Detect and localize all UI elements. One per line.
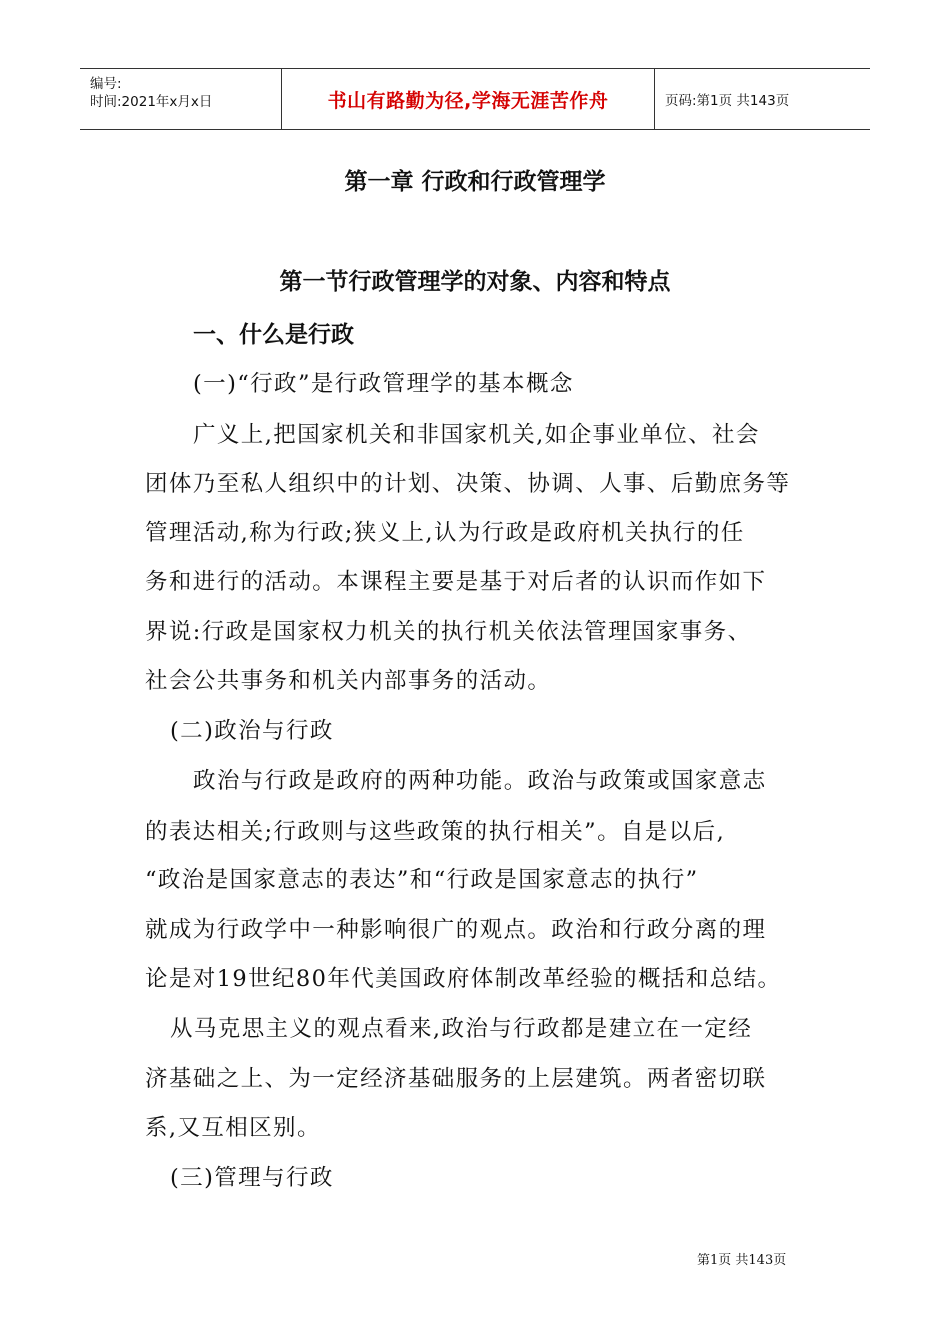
heading-two: (二)政治与行政 <box>170 718 334 744</box>
paragraph-line: 就成为行政学中一种影响很广的观点。政治和行政分离的理 <box>145 917 767 943</box>
document-number-label: 编号: <box>90 76 122 92</box>
header-table <box>80 68 870 130</box>
paragraph-line: 社会公共事务和机关内部事务的活动。 <box>145 668 552 694</box>
subheading: 一、什么是行政 <box>193 322 354 348</box>
heading-three: (三)管理与行政 <box>170 1165 334 1191</box>
motto-text: 书山有路勤为径,学海无涯苦作舟 <box>327 89 609 112</box>
paragraph-line: 从马克思主义的观点看来,政治与行政都是建立在一定经 <box>170 1016 753 1042</box>
header-meta-cell <box>80 69 282 129</box>
document-time-label: 时间:2021年x月x日 <box>90 94 213 110</box>
paragraph-line: 团体乃至私人组织中的计划、决策、协调、人事、后勤庶务等 <box>145 471 791 497</box>
paragraph-line: 政治与行政是政府的两种功能。政治与政策或国家意志 <box>193 768 767 794</box>
page-footer: 第1页 共143页 <box>697 1253 787 1268</box>
header-motto-cell <box>282 69 655 129</box>
paragraph-line: 广义上,把国家机关和非国家机关,如企事业单位、社会 <box>193 422 760 448</box>
paragraph-line: 的表达相关;行政则与这些政策的执行相关”。自是以后, <box>145 819 726 845</box>
header-page-info: 页码:第1页 共143页 <box>665 93 790 109</box>
header-page-cell <box>655 69 870 129</box>
chapter-title: 第一章 行政和行政管理学 <box>344 169 606 195</box>
paragraph-line: 论是对19世纪80年代美国政府体制改革经验的概括和总结。 <box>145 966 782 992</box>
paragraph-line: 济基础之上、为一定经济基础服务的上层建筑。两者密切联 <box>145 1066 767 1092</box>
paragraph-line: 管理活动,称为行政;狭义上,认为行政是政府机关执行的任 <box>145 520 745 546</box>
paragraph-line: 务和进行的活动。本课程主要是基于对后者的认识而作如下 <box>145 569 767 595</box>
paragraph-line: 界说:行政是国家权力机关的执行机关依法管理国家事务、 <box>145 619 752 645</box>
section-title: 第一节行政管理学的对象、内容和特点 <box>279 269 671 295</box>
heading-one: (一)“行政”是行政管理学的基本概念 <box>193 371 574 397</box>
paragraph-line: “政治是国家意志的表达”和“行政是国家意志的执行” <box>145 867 699 893</box>
paragraph-line: 系,又互相区别。 <box>145 1115 321 1141</box>
